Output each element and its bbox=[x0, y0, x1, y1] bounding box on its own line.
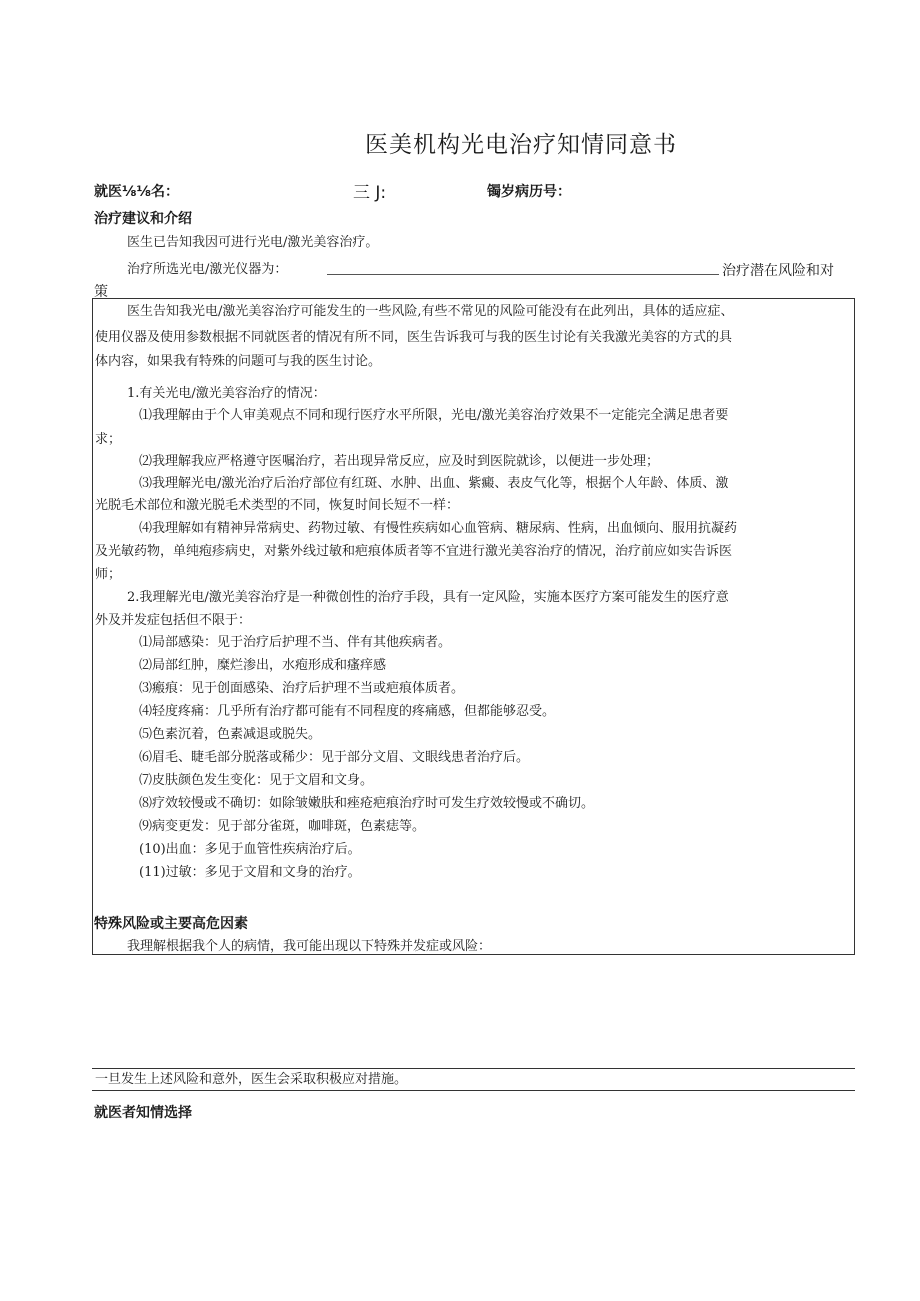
informed-choice-heading: 就医者知情选择 bbox=[94, 1105, 192, 1121]
item1-line: ⑶我理解光电/激光治疗后治疗部位有红斑、水肿、出血、紫癜、表皮气化等，根据个人年龄、体质、激 bbox=[139, 476, 729, 491]
risk-item: (10)出血：多见于血管性疾病治疗后。 bbox=[139, 842, 361, 857]
item1-line: 师； bbox=[95, 567, 122, 582]
intro-line-2: 使用仪器及使用参数根据不同就医者的情况有所不同，医生告诉我可与我的医生讨论有关我激光美容的方式的具 bbox=[95, 330, 733, 345]
risk-item: ⑴局部感染：见于治疗后护理不当、伴有其他疾病者。 bbox=[139, 635, 452, 650]
measures-line: 一旦发生上述风险和意外，医生会采取积极应对措施。 bbox=[95, 1072, 408, 1087]
intro-line-1: 医生告知我光电/激光美容治疗可能发生的一些风险,有些不常见的风险可能没有在此列出，具体的适应症、 bbox=[127, 304, 734, 319]
device-label: 治疗所选光电/激光仪器为： bbox=[127, 262, 288, 277]
risk-item: ⑸色素沉着，色素减退或脱失。 bbox=[139, 727, 322, 742]
risk-item: ⑹眉毛、睫毛部分脱落或稀少：见于部分文眉、文眼线患者治疗后。 bbox=[139, 750, 530, 765]
record-number-label: 镯岁病历号： bbox=[487, 184, 571, 200]
risk-heading-end: 策 bbox=[94, 284, 108, 300]
item1-line: ⑴我理解由于个人审美观点不同和现行医疗水平所限，光电/激光美容治疗效果不一定能完全满足患者要 bbox=[139, 408, 729, 423]
risk-item: ⑻疗效较慢或不确切：如除皱嫩肤和痤疮疤痕治疗时可发生疗效较慢或不确切。 bbox=[139, 796, 595, 811]
special-risk-line: 我理解根据我个人的病情，我可能出现以下特殊并发症或风险： bbox=[127, 939, 492, 954]
treatment-line: 医生已告知我因可进行光电/激光美容治疗。 bbox=[127, 235, 379, 250]
divider bbox=[92, 1090, 855, 1091]
gender-label: 三 J: bbox=[353, 183, 387, 203]
risk-item: ⑶瘢痕：见于创面感染、治疗后护理不当或疤痕体质者。 bbox=[139, 681, 465, 696]
risk-heading-part: 治疗潜在风险和对 bbox=[722, 263, 834, 279]
item1-line: 求； bbox=[95, 432, 122, 447]
risk-item: ⑺皮肤颜色发生变化：见于文眉和文身。 bbox=[139, 773, 374, 788]
item1-line: ⑵我理解我应严格遵守医嘱治疗，若出现异常反应，应及时到医院就诊，以便进一步处理； bbox=[139, 454, 660, 469]
item2-line: 外及并发症包括但不限于： bbox=[95, 613, 252, 628]
special-risk-heading: 特殊风险或主要高危因素 bbox=[94, 916, 248, 932]
risk-item: ⑵局部红肿，糜烂渗出，水疱形成和瘙痒感 bbox=[139, 658, 387, 673]
item1-line: 及光敏药物，单纯疱疹病史，对紫外线过敏和疤痕体质者等不宜进行激光美容治疗的情况，治疗前应如实告诉医 bbox=[95, 544, 733, 559]
item1-line: ⑷我理解如有精神异常病史、药物过敏、有慢性疾病如心血管病、糖尿病、性病，出血倾向、服用抗凝药 bbox=[139, 521, 738, 536]
page-title: 医美机构光电治疗知情同意书 bbox=[365, 132, 677, 158]
item1-title: 1.有关光电/激光美容治疗的情况： bbox=[127, 386, 326, 401]
device-blank-line bbox=[327, 274, 719, 275]
risk-item: (11)过敏：多见于文眉和文身的治疗。 bbox=[139, 865, 361, 880]
intro-line-3: 体内容，如果我有特殊的问题可与我的医生讨论。 bbox=[95, 354, 382, 369]
section-heading-treatment: 治疗建议和介绍 bbox=[94, 211, 192, 227]
item1-line: 光脱毛术部位和激光脱毛术类型的不同，恢复时间长短不一样： bbox=[95, 498, 460, 513]
risk-item: ⑼病变更发：见于部分雀斑，咖啡斑，色素痣等。 bbox=[139, 819, 426, 834]
item2-line: 2.我理解光电/激光美容治疗是一种微创性的治疗手段，具有一定风险，实施本医疗方案可能发生的医疗意 bbox=[127, 590, 729, 605]
risk-item: ⑷轻度疼痛：几乎所有治疗都可能有不同程度的疼痛感，但都能够忍受。 bbox=[139, 704, 556, 719]
patient-name-label: 就医⅛⅛名： bbox=[94, 184, 179, 200]
